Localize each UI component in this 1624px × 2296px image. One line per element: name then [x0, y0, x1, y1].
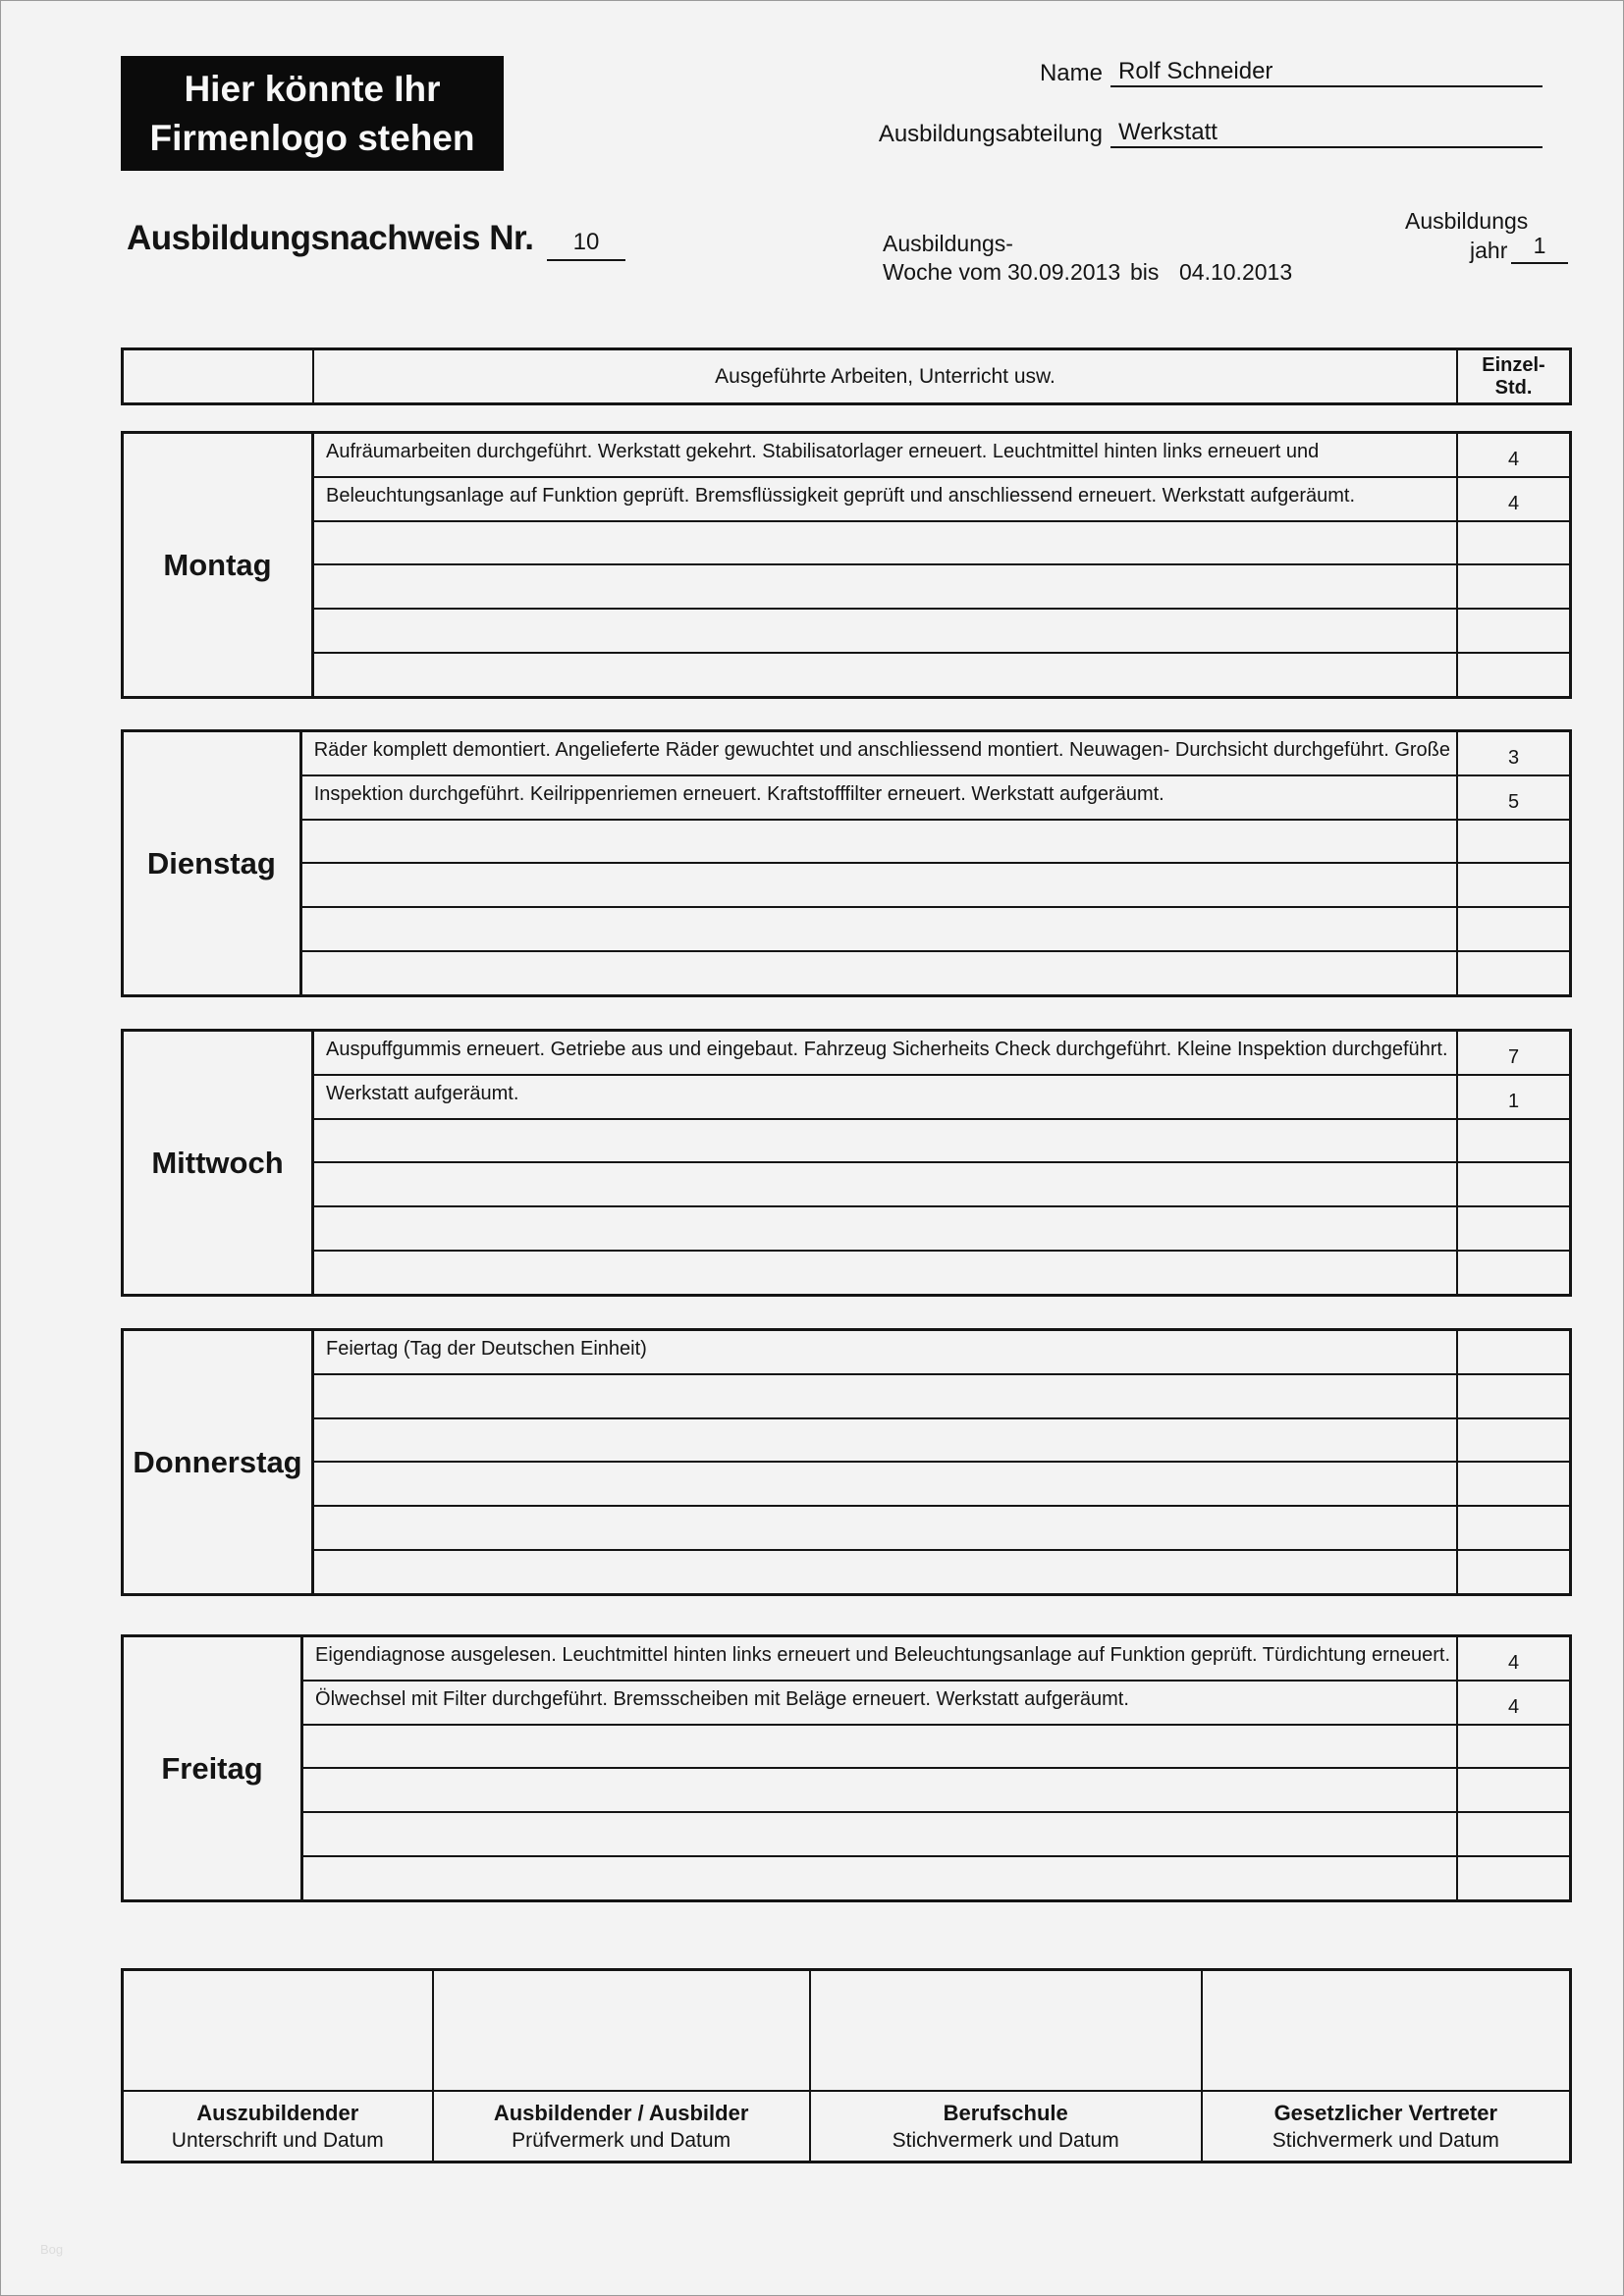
- work-hours: [1456, 1551, 1569, 1593]
- work-hours: 7: [1456, 1032, 1569, 1074]
- work-entry: [314, 610, 1456, 652]
- work-row: [303, 1724, 1569, 1768]
- work-row: [314, 520, 1569, 564]
- signature-box-ausbilder: [432, 1971, 809, 2090]
- training-year-label-line2: jahr: [1470, 238, 1508, 263]
- signature-boxes-row: [124, 1971, 1569, 2090]
- report-number-field: 10: [547, 229, 625, 261]
- training-week-label-line2: Woche vom: [883, 259, 1002, 285]
- training-week-label-line1: Ausbildungs-: [883, 231, 1013, 256]
- work-hours: [1456, 1331, 1569, 1373]
- work-hours: [1456, 1769, 1569, 1811]
- day-block-donnerstag: [121, 1328, 1572, 1596]
- day-block-dienstag: [121, 729, 1572, 997]
- day-label-mittwoch: Mittwoch: [124, 1032, 314, 1294]
- logo-line1: Hier könnte Ihr: [184, 69, 441, 110]
- work-entry: Räder komplett demontiert. Angelieferte Räder gewuchtet und anschliessend montiert. Neuwagen- Durchsicht durchgeführt. Große: [313, 739, 1450, 761]
- work-hours: [1456, 565, 1569, 608]
- work-entry: [314, 1419, 1456, 1462]
- work-entry: [302, 908, 1456, 950]
- work-hours: [1456, 1207, 1569, 1250]
- work-row: [302, 732, 1569, 774]
- day-block-montag: [121, 431, 1572, 699]
- work-hours: [1456, 1463, 1569, 1505]
- work-entry: [314, 1375, 1456, 1417]
- week-bis-label: bis: [1130, 259, 1160, 285]
- header-work-cell: Ausgeführte Arbeiten, Unterricht usw.: [715, 364, 1056, 388]
- work-row: [314, 652, 1569, 696]
- work-hours: [1456, 821, 1569, 863]
- work-entry: [302, 821, 1456, 863]
- signature-title: Auszubildender: [196, 2100, 359, 2125]
- work-hours: [1456, 1120, 1569, 1162]
- work-entry: [303, 1769, 1456, 1811]
- signature-subtitle: Prüfvermerk und Datum: [512, 2128, 731, 2152]
- day-block-mittwoch: [121, 1029, 1572, 1297]
- work-entry: [303, 1813, 1456, 1855]
- work-entry: Auspuffgummis erneuert. Getriebe aus und eingebaut. Fahrzeug Sicherheits Check durchgeführt. Kleine Inspektion durchgeführt.: [326, 1039, 1448, 1060]
- work-row: [314, 476, 1569, 520]
- work-hours: [1456, 952, 1569, 994]
- signature-box-berufschule: [809, 1971, 1201, 2090]
- work-entry: Feiertag (Tag der Deutschen Einheit): [326, 1338, 647, 1360]
- header-day-cell: [124, 350, 314, 402]
- work-entry: [314, 1551, 1456, 1593]
- work-entry: Eigendiagnose ausgelesen. Leuchtmittel hinten links erneuert und Beleuchtungsanlage auf Funktion geprüft. Türdichtung erneuert.: [315, 1644, 1450, 1666]
- work-row: [314, 608, 1569, 652]
- work-row: [314, 563, 1569, 608]
- work-row: [314, 1417, 1569, 1462]
- work-hours: 5: [1456, 776, 1569, 819]
- work-row: [303, 1767, 1569, 1811]
- work-entry: [314, 1163, 1456, 1205]
- work-hours: [1456, 1163, 1569, 1205]
- day-label-freitag: Freitag: [124, 1637, 303, 1899]
- department-label: Ausbildungsabteilung: [878, 121, 1103, 147]
- work-entry: Ölwechsel mit Filter durchgeführt. Bremsscheiben mit Beläge erneuert. Werkstatt aufgeräumt.: [315, 1687, 1129, 1710]
- work-row: [302, 774, 1569, 819]
- work-hours: [1456, 1726, 1569, 1768]
- signature-subtitle: Unterschrift und Datum: [171, 2128, 384, 2152]
- work-row: [303, 1680, 1569, 1724]
- work-entry: [314, 522, 1456, 564]
- work-hours: [1456, 908, 1569, 950]
- signature-labels-row: [124, 2090, 1569, 2161]
- work-row: [314, 1461, 1569, 1505]
- work-hours: 1: [1456, 1076, 1569, 1118]
- signature-label-berufschule: [809, 2092, 1201, 2161]
- work-entry: [314, 1463, 1456, 1505]
- work-hours: 4: [1456, 478, 1569, 520]
- work-row: [303, 1811, 1569, 1855]
- signature-title: Ausbildender / Ausbilder: [493, 2100, 749, 2125]
- work-row: [314, 1161, 1569, 1205]
- work-entry: [314, 565, 1456, 608]
- work-entry: [303, 1857, 1456, 1899]
- work-row: [314, 1505, 1569, 1549]
- work-hours: [1456, 522, 1569, 564]
- training-year-field: 1: [1511, 233, 1568, 264]
- day-label-montag: Montag: [124, 434, 314, 696]
- day-label-donnerstag: Donnerstag: [124, 1331, 314, 1593]
- training-year-label-line1: Ausbildungs: [1405, 208, 1529, 234]
- signature-subtitle: Stichvermerk und Datum: [1272, 2128, 1499, 2152]
- work-row: [314, 1032, 1569, 1074]
- work-entry: [314, 654, 1456, 696]
- work-entry: Beleuchtungsanlage auf Funktion geprüft. Bremsflüssigkeit geprüft und anschliessend erneuert. Werkstatt aufgeräumt.: [326, 484, 1356, 507]
- name-label: Name: [1039, 60, 1103, 86]
- signature-subtitle: Stichvermerk und Datum: [892, 2128, 1119, 2152]
- work-hours: 4: [1456, 1682, 1569, 1724]
- work-row: [314, 1074, 1569, 1118]
- work-row: [303, 1855, 1569, 1899]
- work-row: [302, 906, 1569, 950]
- work-entry: [314, 1120, 1456, 1162]
- work-hours: [1456, 1507, 1569, 1549]
- name-field: Rolf Schneider: [1110, 58, 1543, 87]
- work-entry: [303, 1726, 1456, 1768]
- day-block-freitag: [121, 1634, 1572, 1902]
- work-entry: [302, 952, 1456, 994]
- work-hours: [1456, 1857, 1569, 1899]
- work-row: [314, 1331, 1569, 1373]
- work-entry: Aufräumarbeiten durchgeführt. Werkstatt gekehrt. Stabilisatorlager erneuert. Leuchtmittel hinten links erneuert und: [326, 441, 1320, 462]
- work-hours: [1456, 1375, 1569, 1417]
- work-row: [303, 1637, 1569, 1680]
- work-row: [314, 1250, 1569, 1294]
- work-hours: [1456, 1252, 1569, 1294]
- work-row: [314, 1373, 1569, 1417]
- work-row: [302, 862, 1569, 906]
- work-row: [314, 1205, 1569, 1250]
- work-hours: 3: [1456, 732, 1569, 774]
- signature-label-ausbilder: [432, 2092, 809, 2161]
- week-to-date: 04.10.2013: [1179, 259, 1293, 285]
- header-hours-line1: Einzel-: [1482, 353, 1545, 376]
- scan-watermark: Bog: [40, 2242, 64, 2257]
- work-entry: [314, 1252, 1456, 1294]
- signature-box-vertreter: [1201, 1971, 1569, 2090]
- signature-label-auszubildender: [124, 2092, 432, 2161]
- page-title: Ausbildungsnachweis Nr.: [127, 219, 534, 257]
- day-label-dienstag: Dienstag: [124, 732, 302, 994]
- work-hours: [1456, 864, 1569, 906]
- work-table-header: [121, 347, 1572, 405]
- work-entry: [314, 1207, 1456, 1250]
- signature-box-auszubildender: [124, 1971, 432, 2090]
- work-entry: Inspektion durchgeführt. Keilrippenriemen erneuert. Kraftstofffilter erneuert. Werkstatt aufgeräumt.: [313, 782, 1164, 805]
- work-hours: [1456, 610, 1569, 652]
- header-hours-line2: Std.: [1494, 376, 1533, 399]
- department-field: Werkstatt: [1110, 119, 1543, 148]
- header-hours-cell: [1456, 350, 1569, 402]
- company-logo-placeholder: [121, 56, 504, 171]
- work-hours: [1456, 654, 1569, 696]
- signature-label-vertreter: [1201, 2092, 1569, 2161]
- work-entry: [302, 864, 1456, 906]
- work-row: [314, 434, 1569, 476]
- signature-table: [121, 1968, 1572, 2163]
- work-entry: [314, 1507, 1456, 1549]
- work-hours: 4: [1456, 1637, 1569, 1680]
- work-row: [302, 819, 1569, 863]
- signature-title: Gesetzlicher Vertreter: [1273, 2100, 1498, 2125]
- work-row: [302, 950, 1569, 994]
- signature-title: Berufschule: [943, 2100, 1068, 2125]
- work-hours: [1456, 1419, 1569, 1462]
- logo-line2: Firmenlogo stehen: [149, 117, 475, 158]
- week-from-date: 30.09.2013: [1007, 259, 1121, 285]
- work-row: [314, 1118, 1569, 1162]
- work-hours: 4: [1456, 434, 1569, 476]
- work-hours: [1456, 1813, 1569, 1855]
- work-row: [314, 1549, 1569, 1593]
- work-entry: Werkstatt aufgeräumt.: [326, 1082, 519, 1104]
